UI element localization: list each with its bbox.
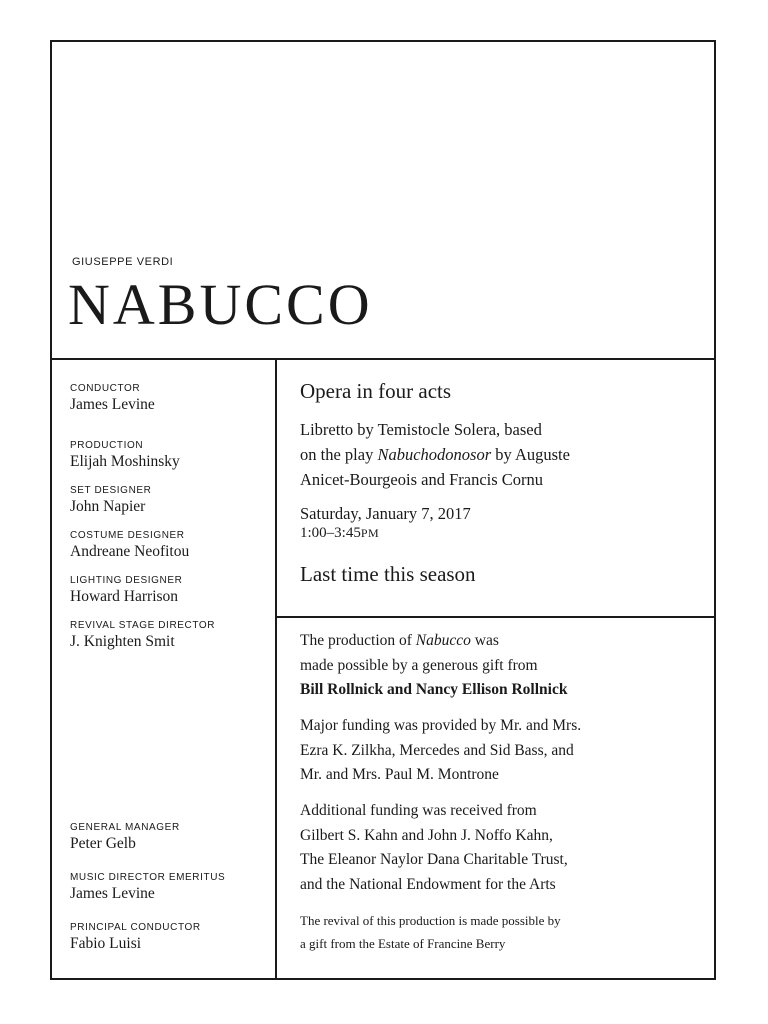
credit-name: Peter Gelb bbox=[70, 835, 136, 852]
credit-general-manager bbox=[70, 822, 180, 853]
major-funding bbox=[300, 714, 581, 788]
source-play-title: Nabuchodonosor bbox=[377, 445, 492, 464]
credit-role: LIGHTING DESIGNER bbox=[70, 575, 183, 586]
libretto-credit bbox=[300, 417, 570, 492]
sponsor-text: The production of bbox=[300, 632, 416, 649]
production-sponsor bbox=[300, 629, 567, 703]
additional-funding-line-4: and the National Endowment for the Arts bbox=[300, 875, 556, 893]
major-funding-line-2: Ezra K. Zilkha, Mercedes and Sid Bass, and bbox=[300, 741, 574, 759]
libretto-line-2 bbox=[300, 442, 570, 467]
season-note: Last time this season bbox=[300, 562, 476, 586]
credit-set-designer bbox=[70, 485, 151, 516]
credit-name: J. Knighten Smit bbox=[70, 633, 175, 650]
sponsor-donors: Bill Rollnick and Nancy Ellison Rollnick bbox=[300, 681, 568, 698]
credit-name: Howard Harrison bbox=[70, 588, 179, 605]
credit-role: CONDUCTOR bbox=[70, 383, 141, 394]
divider-horizontal-right bbox=[275, 616, 716, 618]
additional-funding-line-2: Gilbert S. Kahn and John J. Noffo Kahn, bbox=[300, 826, 553, 844]
credit-revival-stage-director bbox=[70, 620, 215, 651]
divider-horizontal-top bbox=[50, 358, 716, 360]
opera-subtitle: Opera in four acts bbox=[300, 379, 452, 403]
composer-name: GIUSEPPE VERDI bbox=[72, 256, 174, 268]
revival-line-1: The revival of this production is made possible by bbox=[300, 913, 561, 928]
credit-role: MUSIC DIRECTOR EMERITUS bbox=[70, 872, 226, 883]
credit-role: PRODUCTION bbox=[70, 440, 144, 451]
production-title: Nabucco bbox=[415, 632, 471, 649]
libretto-line-1: Libretto by Temistocle Solera, based bbox=[300, 420, 542, 439]
divider-vertical bbox=[275, 358, 277, 980]
additional-funding-line-3: The Eleanor Naylor Dana Charitable Trust, bbox=[300, 851, 568, 868]
credit-role: GENERAL MANAGER bbox=[70, 822, 180, 833]
libretto-text: by Auguste bbox=[491, 445, 570, 464]
time-range: 1:00–3:45 bbox=[300, 525, 361, 541]
credit-conductor bbox=[70, 383, 155, 414]
libretto-text: on the play bbox=[300, 445, 378, 464]
credit-costume-designer bbox=[70, 530, 189, 561]
major-funding-line-3: Mr. and Mrs. Paul M. Montrone bbox=[300, 766, 499, 783]
time-suffix: PM bbox=[360, 526, 380, 540]
credit-name: Fabio Luisi bbox=[70, 935, 142, 952]
performance-time bbox=[300, 523, 379, 543]
credit-principal-conductor bbox=[70, 922, 201, 953]
libretto-line-3: Anicet-Bourgeois and Francis Cornu bbox=[300, 470, 544, 489]
credit-name: James Levine bbox=[70, 885, 155, 902]
sponsor-line-1 bbox=[300, 629, 567, 654]
credit-lighting-designer bbox=[70, 575, 182, 606]
credit-name: Elijah Moshinsky bbox=[70, 453, 180, 470]
credit-role: SET DESIGNER bbox=[70, 485, 152, 496]
sponsor-text: was bbox=[470, 632, 499, 649]
additional-funding bbox=[300, 799, 568, 897]
credit-name: James Levine bbox=[70, 396, 155, 413]
credit-music-director-emeritus bbox=[70, 872, 225, 903]
credit-role: REVIVAL STAGE DIRECTOR bbox=[70, 620, 216, 631]
opera-title: NABUCCO bbox=[68, 272, 373, 337]
credit-name: Andreane Neofitou bbox=[70, 543, 190, 560]
performance-date: Saturday, January 7, 2017 bbox=[300, 504, 471, 523]
sponsor-line-2: made possible by a generous gift from bbox=[300, 656, 538, 674]
revival-sponsor bbox=[300, 909, 561, 955]
additional-funding-line-1: Additional funding was received from bbox=[300, 802, 537, 819]
credit-role: PRINCIPAL CONDUCTOR bbox=[70, 922, 201, 933]
credit-role: COSTUME DESIGNER bbox=[70, 530, 185, 541]
credit-production bbox=[70, 440, 180, 471]
revival-line-2: a gift from the Estate of Francine Berry bbox=[300, 936, 506, 951]
credit-name: John Napier bbox=[70, 498, 146, 515]
major-funding-line-1: Major funding was provided by Mr. and Mrs. bbox=[300, 717, 582, 734]
